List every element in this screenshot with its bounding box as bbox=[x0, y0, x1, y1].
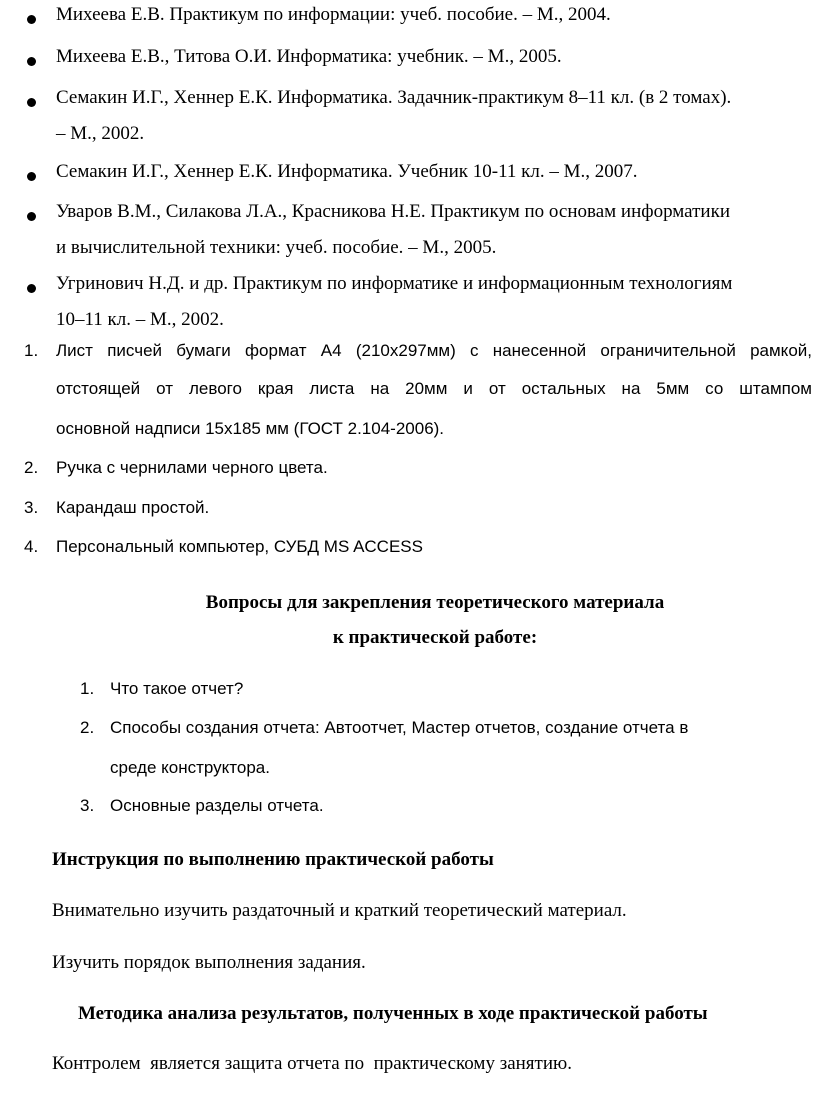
bullet-icon bbox=[27, 57, 36, 66]
item-number: 3. bbox=[24, 498, 39, 517]
reference-text: Уваров В.М., Силакова Л.А., Красникова Н.Е. Практикум по основам информатики bbox=[56, 201, 730, 222]
item-text: Карандаш простой. bbox=[56, 498, 210, 517]
reference-text-cont: 10–11 кл. – М., 2002. bbox=[56, 309, 224, 330]
item-text: Основные разделы отчета. bbox=[110, 796, 324, 815]
item-number: 2. bbox=[80, 718, 95, 737]
item-number: 3. bbox=[80, 796, 95, 815]
bullet-icon bbox=[27, 172, 36, 181]
reference-text: Семакин И.Г., Хеннер Е.К. Информатика. Учебник 10-11 кл. – М., 2007. bbox=[56, 161, 638, 182]
item-text: Ручка с чернилами черного цвета. bbox=[56, 458, 328, 477]
item-number: 1. bbox=[80, 679, 95, 698]
bullet-icon bbox=[27, 98, 36, 107]
questions-heading-2 bbox=[0, 627, 816, 649]
bullet-icon bbox=[27, 15, 36, 24]
item-number: 2. bbox=[24, 458, 39, 477]
reference-text: Семакин И.Г., Хеннер Е.К. Информатика. Задачник-практикум 8–11 кл. (в 2 томах). bbox=[56, 87, 732, 108]
methodology-heading: Методика анализа результатов, полученных в ходе практической работы bbox=[78, 1003, 708, 1024]
methodology-paragraph: Контролем является защита отчета по практическому занятию. bbox=[52, 1053, 572, 1074]
item-text: Способы создания отчета: Автоотчет, Мастер отчетов, создание отчета в bbox=[110, 718, 689, 737]
instructions-paragraph-1: Внимательно изучить раздаточный и краткий теоретический материал. bbox=[52, 900, 627, 921]
bullet-icon bbox=[27, 284, 36, 293]
item-text-cont: основной надписи 15х185 мм (ГОСТ 2.104-2006). bbox=[56, 419, 445, 438]
reference-text: Угринович Н.Д. и др. Практикум по информатике и информационным технологиям bbox=[56, 273, 733, 294]
reference-text: Михеева Е.В. Практикум по информации: учеб. пособие. – М., 2004. bbox=[56, 4, 611, 25]
reference-text-cont: – М., 2002. bbox=[56, 123, 145, 144]
bullet-icon bbox=[27, 212, 36, 221]
questions-heading-line1: Вопросы для закрепления теоретического материала bbox=[205, 592, 665, 613]
instructions-heading: Инструкция по выполнению практической работы bbox=[52, 849, 494, 870]
item-text: Что такое отчет? bbox=[110, 679, 244, 698]
item-text-cont: отстоящей от левого края листа на 20мм и от остальных на 5мм со штампом bbox=[56, 379, 812, 398]
item-text: Лист писчей бумаги формат А4 (210х297мм) с нанесенной ограничительной рамкой, bbox=[56, 341, 812, 360]
instructions-paragraph-2: Изучить порядок выполнения задания. bbox=[52, 952, 366, 973]
reference-text: Михеева Е.В., Титова О.И. Информатика: учебник. – М., 2005. bbox=[56, 46, 562, 67]
reference-text-cont: и вычислительной техники: учеб. пособие. – М., 2005. bbox=[56, 237, 497, 258]
questions-heading-line2: к практической работе: bbox=[332, 627, 538, 648]
questions-heading bbox=[0, 592, 816, 614]
item-number: 4. bbox=[24, 537, 39, 556]
item-text: Персональный компьютер, СУБД MS ACCESS bbox=[56, 537, 423, 556]
item-number: 1. bbox=[24, 341, 39, 360]
item-text-cont: среде конструктора. bbox=[110, 758, 270, 777]
